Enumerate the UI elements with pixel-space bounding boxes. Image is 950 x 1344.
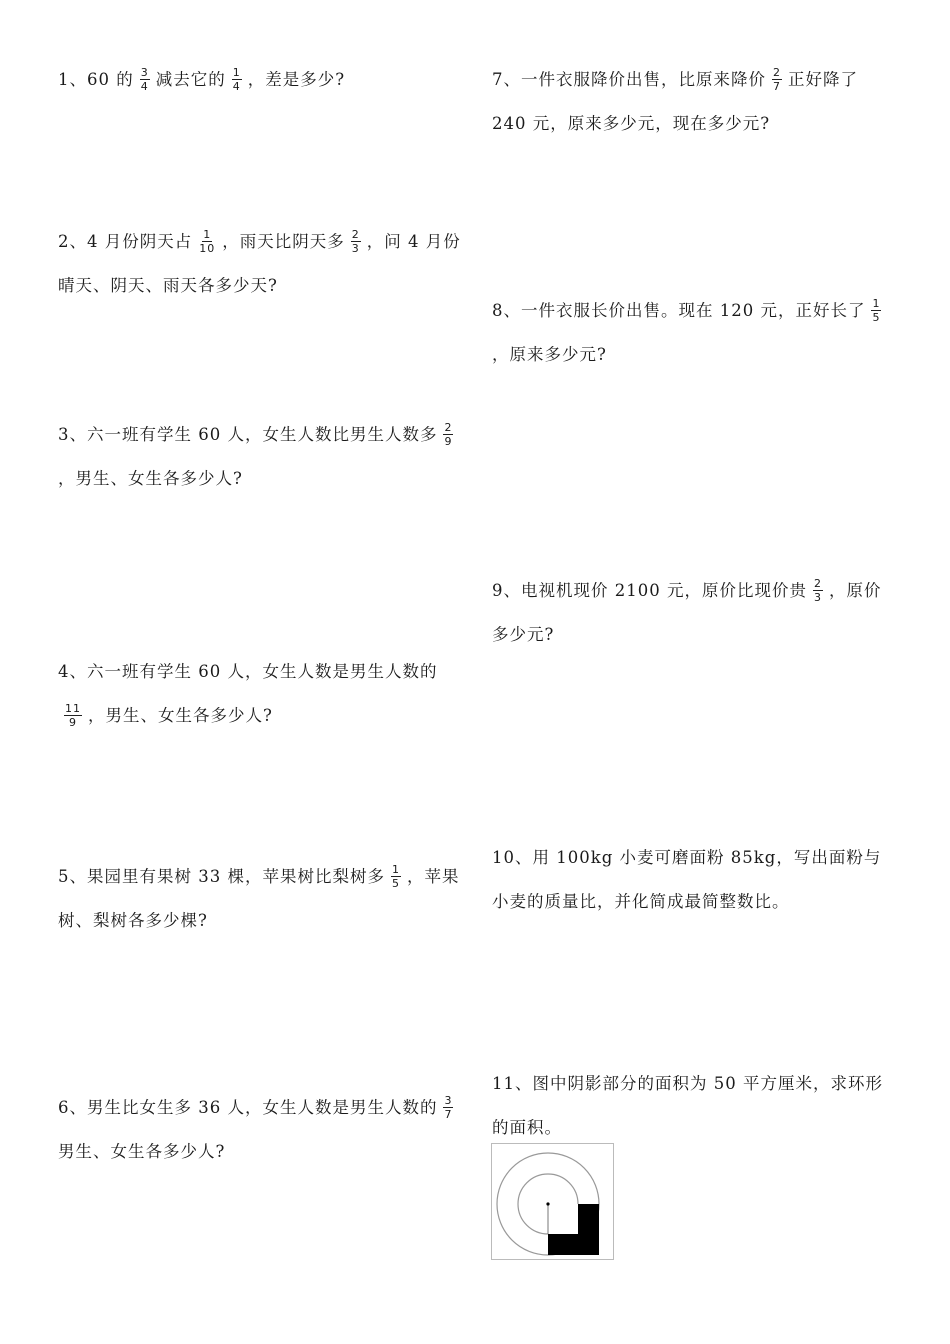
fraction: $\frac{3}{7}$ [444,1094,453,1121]
question-2: 2、4 月份阴天占 $\frac{1}{10}$ ，雨天比阴天多 $\frac{2}{3}$ ，问 4 月份晴天、阴天、雨天各多少天? [58,228,461,295]
question-3: 3、六一班有学生 60 人，女生人数比男生人数多 $\frac{2}{9}$ ，男生、女生各多少人? [58,421,453,488]
question-9: 9、电视机现价 2100 元，原价比现价贵 $\frac{2}{3}$ ，原价多少元? [492,577,882,644]
inner-white-square [548,1204,578,1234]
fraction: $\frac{2}{3}$ [813,577,822,604]
question-5: 5、果园里有果树 33 棵，苹果树比梨树多 $\frac{1}{5}$ ，苹果树、梨树各多少棵? [58,863,460,930]
ring-figure [491,1143,614,1260]
fraction: $\frac{11}{9}$ [65,702,81,729]
fraction: $\frac{2}{3}$ [351,228,360,255]
fraction: $\frac{1}{5}$ [872,297,881,324]
fraction: $\frac{3}{4}$ [140,66,149,93]
question-11: 11、图中阴影部分的面积为 50 平方厘米，求环形的面积。 [492,1074,883,1137]
fraction: $\frac{1}{4}$ [232,66,241,93]
question-4: 4、六一班有学生 60 人，女生人数是男生人数的 $\frac{11}{9}$ ，男生、女生各多少人? [58,662,438,729]
fraction: $\frac{2}{7}$ [773,66,781,93]
question-8: 8、一件衣服长价出售。现在 120 元，正好长了 $\frac{1}{5}$ ，原来多少元? [492,297,881,364]
fraction: $\frac{1}{5}$ [391,863,400,890]
question-6: 6、男生比女生多 36 人，女生人数是男生人数的 $\frac{3}{7}$ 男生、女生各多少人? [58,1094,453,1161]
question-1: 1、60 的 $\frac{3}{4}$ 减去它的 $\frac{1}{4}$ ，差是多少? [58,66,346,93]
question-7: 7、一件衣服降价出售，比原来降价 $\frac{2}{7}$ 正好降了 240 元，原来多少元，现在多少元? [492,66,858,133]
question-10: 10、用 100kg 小麦可磨面粉 85kg，写出面粉与小麦的质量比，并化简成最简整数比。 [492,848,882,911]
center-dot [546,1202,549,1205]
fraction: $\frac{2}{9}$ [444,421,453,448]
fraction: $\frac{1}{10}$ [199,228,216,255]
